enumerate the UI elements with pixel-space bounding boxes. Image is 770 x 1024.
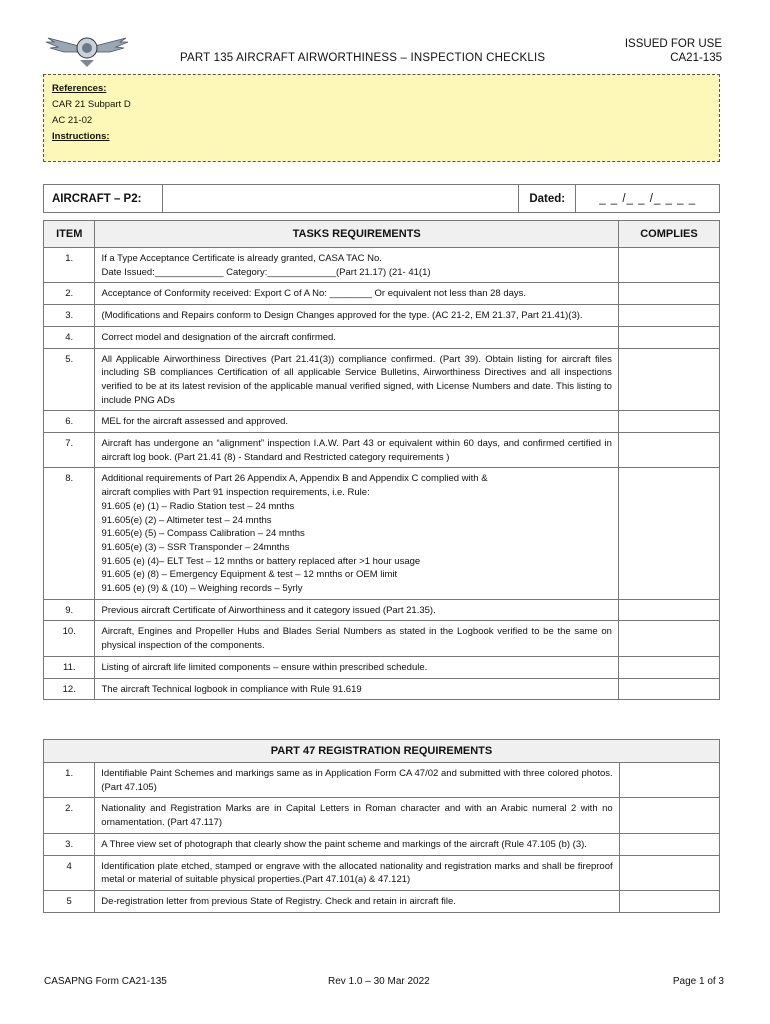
task-line: Acceptance of Conformity received: Export C of A No: ________ Or equivalent not less than 28 days. xyxy=(101,288,527,300)
item-number: 11. xyxy=(44,656,95,678)
task-line: Date Issued:_____________ Category:_____________(Part 21.17) (21- 41(1) xyxy=(101,266,431,278)
footer-revision: Rev 1.0 – 30 Mar 2022 xyxy=(328,976,430,987)
task-description xyxy=(95,890,619,912)
issue-status xyxy=(625,37,722,65)
complies-cell[interactable] xyxy=(618,433,719,468)
item-number: 2. xyxy=(44,798,95,833)
complies-cell[interactable] xyxy=(618,621,719,656)
footer-form: CASAPNG Form CA21-135 xyxy=(44,976,167,987)
task-description xyxy=(95,305,618,327)
item-number: 3. xyxy=(44,833,95,855)
complies-cell[interactable] xyxy=(619,855,719,890)
item-number: 4. xyxy=(44,326,95,348)
item-number: 5 xyxy=(44,890,95,912)
table-row xyxy=(44,833,720,855)
task-line: A Three view set of photograph that clearly show the paint scheme and markings of the aircraft (Rule 47.105 (b) (3). xyxy=(101,838,587,850)
task-line: The aircraft Technical logbook in compliance with Rule 91.619 xyxy=(101,683,362,695)
dated-label: Dated: xyxy=(519,185,576,213)
task-line: Nationality and Registration Marks are in Capital Letters in Roman character and with an Arabic numeral 2 with no ornamentation. (Part 47.117) xyxy=(101,803,613,829)
table-row xyxy=(44,411,720,433)
item-number: 1. xyxy=(44,763,95,798)
task-line: Additional requirements of Part 26 Appendix A, Appendix B and Appendix C complied with & xyxy=(101,473,488,485)
task-line: Previous aircraft Certificate of Airworthiness and it category issued (Part 21.35). xyxy=(101,604,436,616)
item-number: 8. xyxy=(44,468,95,599)
table-row xyxy=(44,326,720,348)
table-row xyxy=(44,890,720,912)
task-line: 91.605(e) (2) – Altimeter test – 24 mnths xyxy=(101,514,272,526)
table-row xyxy=(44,763,720,798)
task-line: Aircraft, Engines and Propeller Hubs and Blades Serial Numbers as stated in the Logbook verified to be the same on physical inspection of the components. xyxy=(101,626,612,652)
complies-cell[interactable] xyxy=(618,411,719,433)
task-line: (Modifications and Repairs conform to Design Changes approved for the type. (AC 21-2, EM 21.37, Part 21.41)(3). xyxy=(101,310,583,322)
task-line: Identification plate etched, stamped or engrave with the allocated nationality and registration marks and shall be fireproof metal or material of suitable physical properties.(Part 47.101(a) & 47.121) xyxy=(101,860,613,886)
task-description xyxy=(95,283,618,305)
task-line: De-registration letter from previous State of Registry. Check and retain in aircraft file. xyxy=(101,895,456,907)
instructions-label: Instructions: xyxy=(52,131,110,142)
task-line: Listing of aircraft life limited components – ensure within prescribed schedule. xyxy=(101,661,428,673)
complies-cell[interactable] xyxy=(618,283,719,305)
document-title: PART 135 AIRCRAFT AIRWORTHINESS – INSPECTION CHECKLIS xyxy=(180,52,546,64)
task-description xyxy=(95,855,619,890)
task-description xyxy=(95,621,618,656)
task-line: 91.605 (e) (8) – Emergency Equipment & test – 12 mnths or OEM limit xyxy=(101,569,398,581)
item-number: 7. xyxy=(44,433,95,468)
task-description xyxy=(95,348,618,411)
task-description xyxy=(95,411,618,433)
issue-status-line: ISSUED FOR USE xyxy=(624,38,722,50)
col-tasks-header: TASKS REQUIREMENTS xyxy=(95,221,618,248)
complies-cell[interactable] xyxy=(618,348,719,411)
task-line: aircraft complies with Part 91 inspection requirements, i.e. Rule: xyxy=(101,487,370,499)
reference-item: AC 21-02 xyxy=(52,115,93,126)
complies-cell[interactable] xyxy=(619,763,719,798)
aircraft-row xyxy=(43,184,720,213)
table-row xyxy=(44,678,720,700)
item-number: 9. xyxy=(44,599,95,621)
complies-cell[interactable] xyxy=(618,305,719,327)
col-complies-header: COMPLIES xyxy=(618,221,719,248)
table-row xyxy=(44,798,720,833)
item-number: 3. xyxy=(44,305,95,327)
task-description xyxy=(95,248,618,283)
item-number: 5. xyxy=(44,348,95,411)
reference-item: CAR 21 Subpart D xyxy=(52,99,131,110)
task-description xyxy=(95,763,619,798)
complies-cell[interactable] xyxy=(618,678,719,700)
task-line: 91.605(e) (3) – SSR Transponder – 24mnths xyxy=(101,541,290,553)
complies-cell[interactable] xyxy=(618,468,719,599)
item-number: 6. xyxy=(44,411,95,433)
task-line: Aircraft has undergone an “alignment” inspection I.A.W. Part 43 or equivalent within 60 days, and confirmed certified in aircraft log book. (Part 21.41 (8) - Standard and Restricted category requirements ) xyxy=(101,438,612,463)
col-item-header: ITEM xyxy=(44,221,95,248)
item-number: 12. xyxy=(44,678,95,700)
task-line: 91.605 (e) (9) & (10) – Weighing records – 5yrly xyxy=(101,583,303,595)
item-number: 2. xyxy=(44,283,95,305)
task-description xyxy=(95,468,618,599)
task-description xyxy=(95,798,619,833)
complies-cell[interactable] xyxy=(619,833,719,855)
references-box xyxy=(43,74,720,162)
item-number: 10. xyxy=(44,621,95,656)
complies-cell[interactable] xyxy=(619,890,719,912)
part47-table xyxy=(43,739,720,913)
task-line: 91.605 (e) (4)– ELT Test – 12 mnths or battery replaced after >1 hour usage xyxy=(101,555,421,567)
table-row xyxy=(44,656,720,678)
table-row xyxy=(44,621,720,656)
task-description xyxy=(95,833,619,855)
task-line: 91.605(e) (5) – Compass Calibration – 24 mnths xyxy=(101,528,305,540)
task-line: 91.605 (e) (1) – Radio Station test – 24 mnths xyxy=(101,500,295,512)
task-line: All Applicable Airworthiness Directives (Part 21.41(3)) compliance confirmed. (Part 39). Obtain listing for aircraft files including SB compliances Certification of all applicable Service Bulletins, Airworthiness Directives and all inspections verified to be at its latest revision of the applicable manual verified signed, with License Numbers and date. This listing to include PNG ADs xyxy=(101,353,612,406)
task-line: MEL for the aircraft assessed and approved. xyxy=(101,416,289,428)
aircraft-label: AIRCRAFT – P2: xyxy=(44,185,163,213)
task-line: Identifiable Paint Schemes and markings same as in Application Form CA 47/02 and submitted with three colored photos. (Part 47.105) xyxy=(101,768,613,793)
table-row xyxy=(44,248,720,283)
task-description xyxy=(95,433,618,468)
winged-emblem-icon xyxy=(44,30,130,70)
task-line: Correct model and designation of the aircraft confirmed. xyxy=(101,331,336,343)
complies-cell[interactable] xyxy=(618,599,719,621)
task-description xyxy=(95,656,618,678)
aircraft-field[interactable] xyxy=(162,185,519,213)
form-code: CA21-135 xyxy=(670,52,722,64)
complies-cell[interactable] xyxy=(618,326,719,348)
table-row xyxy=(44,433,720,468)
task-description xyxy=(95,599,618,621)
footer-page: Page 1 of 3 xyxy=(672,976,724,987)
item-number: 1. xyxy=(44,248,95,283)
table-row xyxy=(44,283,720,305)
table-row xyxy=(44,348,720,411)
complies-cell[interactable] xyxy=(618,656,719,678)
table-row xyxy=(44,855,720,890)
complies-cell[interactable] xyxy=(619,798,719,833)
part47-title: PART 47 REGISTRATION REQUIREMENTS xyxy=(44,740,720,763)
date-field[interactable]: _ _ /_ _ /_ _ _ _ xyxy=(576,185,720,213)
task-description xyxy=(95,678,618,700)
task-description xyxy=(95,326,618,348)
tasks-table xyxy=(43,220,720,700)
item-number: 4 xyxy=(44,855,95,890)
complies-cell[interactable] xyxy=(618,248,719,283)
table-row xyxy=(44,468,720,599)
table-row xyxy=(44,599,720,621)
references-label: References: xyxy=(52,83,107,94)
task-line: If a Type Acceptance Certificate is already granted, CASA TAC No. xyxy=(101,253,382,264)
table-row xyxy=(44,305,720,327)
